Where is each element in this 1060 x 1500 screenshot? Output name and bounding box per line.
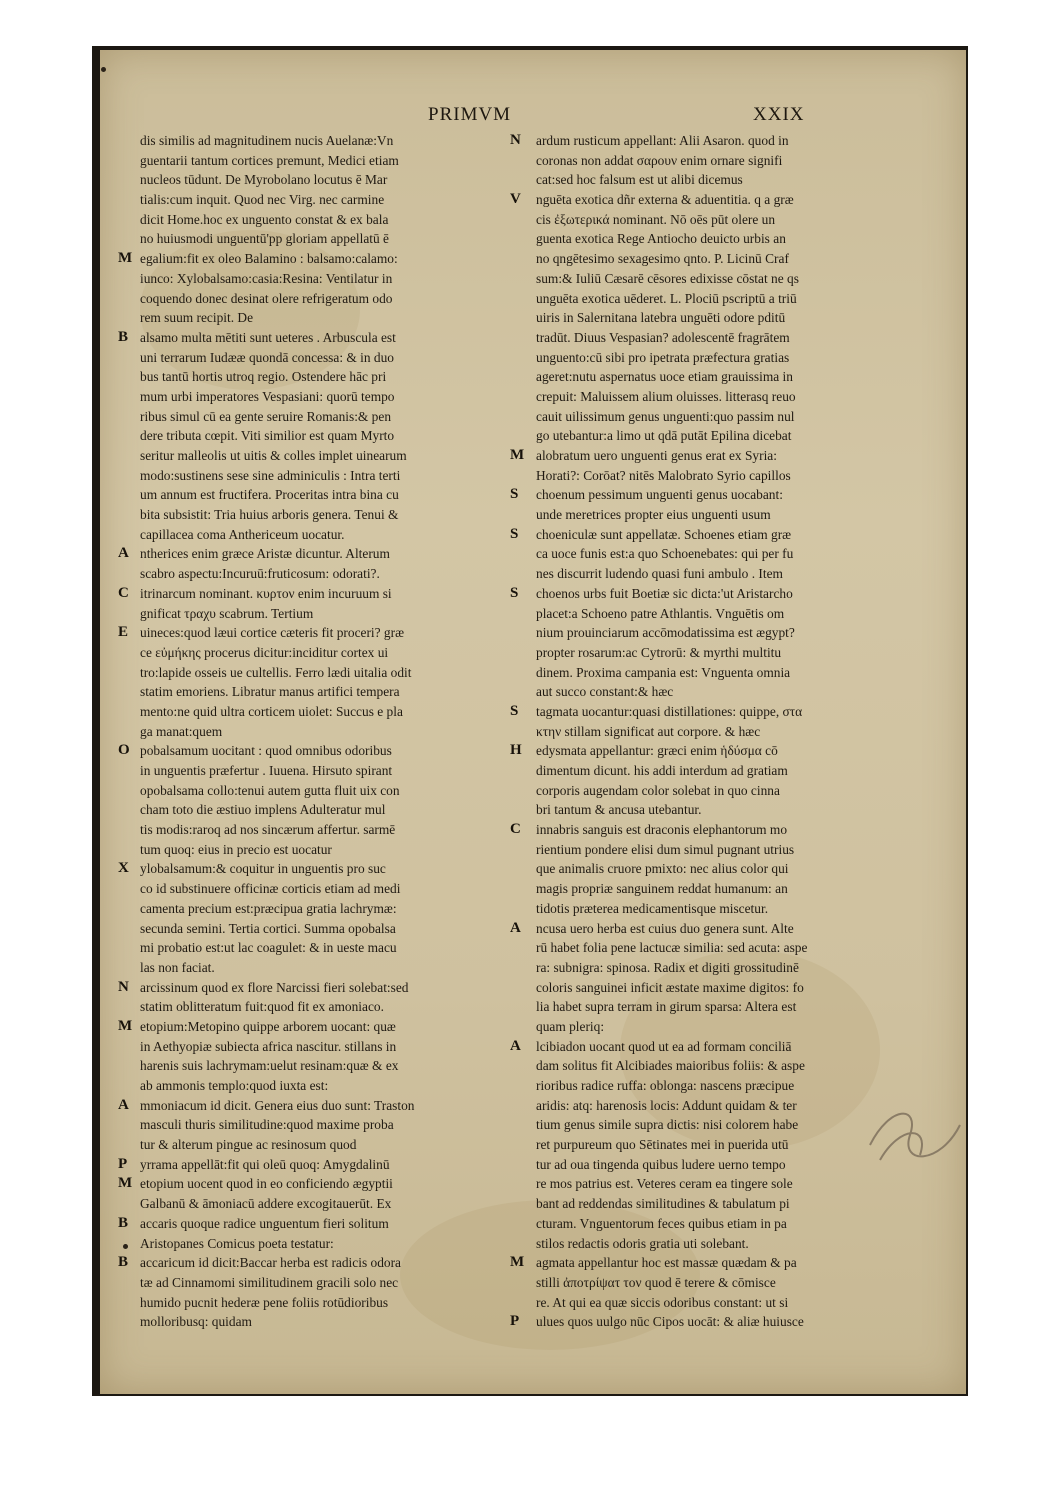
text-line xyxy=(140,820,500,840)
initial-letter: X xyxy=(118,860,129,877)
line-text: tagmata uocantur:quasi distillationes: quippe, στα xyxy=(536,703,803,719)
text-line xyxy=(140,1115,500,1135)
line-text: cauit uilissimum genus unguenti:quo passim nul xyxy=(536,408,795,424)
line-text: humido pucnit hederæ pene foliis rotūdioribus xyxy=(140,1294,389,1310)
text-line xyxy=(118,249,500,269)
text-line xyxy=(140,190,500,210)
line-text: bant ad reddendas similitudines & tabulatum pi xyxy=(536,1196,790,1212)
text-line xyxy=(118,1214,500,1234)
initial-letter: S xyxy=(510,525,519,542)
line-text: camenta precium est:præcipua gratia lachrymæ: xyxy=(140,900,397,916)
text-line xyxy=(536,269,896,289)
line-text: rū habet folia pene lactucæ similia: sed acuta: aspe xyxy=(536,940,808,956)
initial-letter: B xyxy=(118,1254,129,1271)
text-line xyxy=(118,584,500,604)
line-text: tium genus simile supra dictis: nisi colorem habe xyxy=(536,1117,799,1133)
initial-letter: V xyxy=(510,191,521,208)
text-line xyxy=(536,387,896,407)
text-line xyxy=(140,1056,500,1076)
text-line xyxy=(140,781,500,801)
text-line xyxy=(140,466,500,486)
text-line xyxy=(536,151,896,171)
text-line xyxy=(140,800,500,820)
line-text: magis propriæ sanguinem reddat humanum: an xyxy=(536,881,788,897)
right-column xyxy=(510,131,896,1332)
line-text: nium prouinciarum accōmodatissima est ægypt? xyxy=(536,625,795,641)
initial-letter: A xyxy=(118,1096,129,1113)
text-line xyxy=(140,308,500,328)
text-line xyxy=(140,564,500,584)
line-text: tialis:cum inquit. Quod nec Virg. nec carmine xyxy=(140,192,385,208)
line-text: gnificat τραχυ scabrum. Tertium xyxy=(140,605,314,621)
text-line xyxy=(118,1096,500,1116)
line-text: seritur malleolis ut uitis & colles implet uinearum xyxy=(140,448,407,463)
text-line xyxy=(140,663,500,683)
initial-letter: O xyxy=(118,742,130,759)
line-text: rioribus radice ruffa: oblonga: nascens præcipue xyxy=(536,1078,795,1093)
line-text: ce εὐμήκης procerus dicitur:inciditur cortex ui xyxy=(140,644,389,660)
text-line xyxy=(536,1234,896,1254)
text-line xyxy=(118,328,500,348)
text-line xyxy=(140,1312,500,1332)
line-text: cis ἐξωτερικά nominant. Nō oēs pūt olere un xyxy=(536,211,776,227)
line-text: rientium pondere elisi dum simul pugnant utrius xyxy=(536,841,795,857)
text-line xyxy=(536,978,896,998)
text-line xyxy=(140,1194,500,1214)
line-text: choeniculæ sunt appellatæ. Schoenes etiam græ xyxy=(536,526,792,542)
text-line xyxy=(118,859,500,879)
line-text: tum quoq: eius in precio est uocatur xyxy=(140,841,332,857)
text-line xyxy=(536,348,896,368)
line-text: ardum rusticum appellant: Alii Asaron. quod in xyxy=(536,133,789,148)
text-line xyxy=(140,348,500,368)
text-line xyxy=(140,407,500,427)
text-line xyxy=(536,682,896,702)
text-line xyxy=(140,1273,500,1293)
line-text: dimentum dicunt. his addi interdum ad gratiam xyxy=(536,763,788,778)
line-text: arcissinum quod ex flore Narcissi fieri solebat:sed xyxy=(140,979,409,995)
line-text: bus tantū hortis utroq regio. Ostendere hāc pri xyxy=(140,369,387,385)
line-text: harenis suis lachrymam:uelut resinam:quæ & ex xyxy=(140,1058,399,1074)
text-line xyxy=(536,1194,896,1214)
line-text: quam pleriq: xyxy=(536,1018,605,1034)
text-line xyxy=(536,1096,896,1116)
line-text: sum:& Iuliū Cæsarē cēsores edixisse cōstat ne qs xyxy=(536,270,799,286)
text-line xyxy=(140,1076,500,1096)
text-line xyxy=(536,544,896,564)
line-text: tur ad oua tingenda quibus ludere uerno tempo xyxy=(536,1156,786,1172)
line-text: secunda semini. Tertia cortici. Summa opobalsa xyxy=(140,920,396,936)
line-text: mento:ne quid ultra corticem uiolet: Succus e pla xyxy=(140,703,403,719)
text-line xyxy=(536,367,896,387)
initial-letter: E xyxy=(118,624,129,641)
initial-letter: P xyxy=(510,1313,520,1330)
text-line xyxy=(140,682,500,702)
line-text: ga manat:quem xyxy=(140,723,223,739)
text-line xyxy=(140,702,500,722)
initial-letter: M xyxy=(118,1017,133,1034)
line-text: mi probatio est:ut lac coagulet: & in ueste macu xyxy=(140,940,397,956)
line-text: pobalsamum uocitant : quod omnibus odoribus xyxy=(140,743,392,759)
line-text: bri tantum & ancusa utebantur. xyxy=(536,802,702,818)
line-text: cham toto die æstiuo implens Adulteratur mul xyxy=(140,802,386,818)
text-line xyxy=(140,446,500,466)
text-line xyxy=(536,800,896,820)
line-text: accaris quoque radice unguentum fieri solitum xyxy=(140,1215,389,1231)
line-text: coquendo donec desinat olere refrigeratum odo xyxy=(140,290,393,306)
text-line xyxy=(118,741,500,761)
line-text: dere tributa cœpit. Viti similior est quam Myrto xyxy=(140,428,395,444)
line-text: lia habet supra terram in girum sparsa: Altera est xyxy=(536,999,797,1015)
line-text: tæ ad Cinnamomi similitudinem gracili solo nec xyxy=(140,1274,399,1290)
text-line xyxy=(536,466,896,486)
text-line xyxy=(536,1017,896,1037)
text-line xyxy=(536,249,896,269)
line-text: dicit Home.hoc ex unguento constat & ex bala xyxy=(140,211,389,227)
text-line xyxy=(140,131,500,151)
initial-letter: S xyxy=(510,702,519,719)
line-text: ageret:nutu aspernatus uoce etiam grauissima in xyxy=(536,369,793,385)
text-line xyxy=(140,151,500,171)
initial-letter: N xyxy=(510,132,521,148)
line-text: molloribusq: quidam xyxy=(140,1314,252,1330)
text-line xyxy=(140,367,500,387)
line-text: bita subsistit: Tria huius arboris genera. Tenui & xyxy=(140,507,399,523)
initial-letter: M xyxy=(118,250,133,267)
line-text: cturam. Vnguentorum feces quibus etiam in pa xyxy=(536,1215,787,1231)
text-line xyxy=(140,170,500,190)
text-line xyxy=(536,899,896,919)
line-text: las non faciat. xyxy=(140,959,215,975)
text-line xyxy=(536,1293,896,1313)
line-text: etopium:Metopino quippe arborem uocant: quæ xyxy=(140,1018,396,1034)
line-text: statim emoriens. Libratur manus artifici tempera xyxy=(140,684,400,700)
initial-letter: B xyxy=(118,1214,129,1231)
text-line xyxy=(140,426,500,446)
text-line xyxy=(510,702,896,722)
text-line xyxy=(140,919,500,939)
text-line xyxy=(536,781,896,801)
text-line xyxy=(536,958,896,978)
text-line xyxy=(140,840,500,860)
text-line xyxy=(536,722,896,742)
text-line xyxy=(536,1115,896,1135)
text-line xyxy=(536,1155,896,1175)
line-text: uiris in Salernitana latebra unguēti odore pditū xyxy=(536,310,786,326)
line-text: iunco: Xylobalsamo:casia:Resina: Ventilatur in xyxy=(140,270,393,286)
line-text: go utebantur:a limo ut qdā putāt Epilina dicebat xyxy=(536,428,792,444)
text-line xyxy=(140,387,500,407)
line-text: choenos urbs fuit Boetiæ sic dicta:'ut Aristarcho xyxy=(536,585,793,601)
text-line xyxy=(510,584,896,604)
text-line xyxy=(536,604,896,624)
line-text: ntherices enim græce Aristæ dicuntur. Alterum xyxy=(140,546,390,562)
line-text: nguēta exotica dñr externa & aduentitia. q a græ xyxy=(536,192,794,208)
text-line xyxy=(510,820,896,840)
text-line xyxy=(510,741,896,761)
line-text: unguento:cū sibi pro ipetrata præfectura gratias xyxy=(536,349,790,365)
line-text: rem suum recipit. De xyxy=(140,310,254,326)
line-text: aut succo constant:& hæc xyxy=(536,684,674,700)
text-line xyxy=(140,269,500,289)
line-text: dinem. Proxima campania est: Vnguenta omnia xyxy=(536,664,791,680)
line-text: tro:lapide osseis ue cultellis. Ferro lædi uitalia odit xyxy=(140,664,412,680)
line-text: ca uoce funis est:a quo Schoenebates: qui per fu xyxy=(536,546,794,562)
line-text: capillacea coma Anthericeum uocatur. xyxy=(140,526,345,542)
line-text: guenta exotica Rege Antiocho deuicto urbis an xyxy=(536,231,786,247)
text-line xyxy=(140,938,500,958)
text-line xyxy=(140,899,500,919)
text-line xyxy=(536,308,896,328)
line-text: mmoniacum id dicit. Genera eius duo sunt: Traston xyxy=(140,1097,415,1113)
text-line xyxy=(536,1056,896,1076)
text-line xyxy=(536,210,896,230)
line-text: que animalis cruore pmixto: nec alius color qui xyxy=(536,861,789,877)
text-line xyxy=(510,446,896,466)
text-line xyxy=(536,289,896,309)
marginal-scribble-icon xyxy=(860,1065,970,1175)
line-text: propter rosarum:ac Cytrorū: & myrthi multitu xyxy=(536,644,782,660)
text-line xyxy=(536,840,896,860)
text-line xyxy=(536,938,896,958)
text-line xyxy=(536,407,896,427)
text-line xyxy=(536,997,896,1017)
line-text: Horati?: Corōat? nitēs Malobrato Syrio capillos xyxy=(536,467,791,483)
line-text: ulues quos uulgo nūc Cipos uocāt: & aliæ huiusce xyxy=(536,1314,804,1330)
text-line xyxy=(536,1174,896,1194)
line-text: etopium uocent quod in eo conficiendo ægyptii xyxy=(140,1176,393,1192)
line-text: uni terrarum Iudææ quondā concessa: & in duo xyxy=(140,349,394,365)
line-text: nes discurrit ludendo quasi funi ambulo . Item xyxy=(536,566,783,582)
line-text: alobratum uero unguenti genus erat ex Syria: xyxy=(536,448,777,463)
initial-letter: A xyxy=(118,545,129,562)
line-text: cat:sed hoc falsum est ut alibi dicemus xyxy=(536,172,743,188)
text-line xyxy=(118,544,500,564)
text-line xyxy=(140,879,500,899)
line-text: re. At qui ea quæ siccis odoribus constant: ut si xyxy=(536,1294,789,1310)
running-head: PRIMVM xyxy=(428,104,512,125)
ink-dot xyxy=(123,1244,128,1249)
text-line xyxy=(536,761,896,781)
text-line xyxy=(536,1273,896,1293)
text-line xyxy=(510,1253,896,1273)
line-text: placet:a Schoeno patre Athlantis. Vnguētis om xyxy=(536,605,785,621)
line-text: lcibiadon uocant quod ut ea ad formam conciliā xyxy=(536,1038,792,1054)
line-text: coloris sanguinei inficit æstate maxime digitos: fo xyxy=(536,979,804,995)
initial-letter: N xyxy=(118,978,129,995)
text-line xyxy=(118,1017,500,1037)
text-line xyxy=(510,1312,896,1332)
line-text: choenum pessimum unguenti genus uocabant: xyxy=(536,487,783,503)
line-text: coronas non addat σαρουν enim ornare signifi xyxy=(536,152,783,168)
line-text: stilli ἀποτρίψατ τον quod ē terere & cōmisce xyxy=(536,1274,776,1290)
initial-letter: H xyxy=(510,742,522,759)
line-text: re mos patrius est. Veteres ceram ea tingere sole xyxy=(536,1176,793,1192)
line-text: dis similis ad magnitudinem nucis Auelanæ:Vn xyxy=(140,133,394,148)
text-line xyxy=(536,170,896,190)
left-column xyxy=(118,131,500,1332)
text-line xyxy=(536,229,896,249)
text-line xyxy=(140,485,500,505)
initial-letter: S xyxy=(510,486,519,503)
text-line xyxy=(140,289,500,309)
text-line xyxy=(536,623,896,643)
line-text: nucleos tūdunt. De Myrobolano locutus ē Mar xyxy=(140,172,388,188)
text-line xyxy=(118,1174,500,1194)
line-text: statim oblitteratum fuit:quod fit ex amoniaco. xyxy=(140,999,384,1015)
text-line xyxy=(140,1135,500,1155)
line-text: ret purpureum quo Sētinates mei in puerida utū xyxy=(536,1137,789,1153)
text-line xyxy=(536,879,896,899)
line-text: no huiusmodi unguentū'pp gloriam appellatū ē xyxy=(140,231,389,247)
text-line xyxy=(140,643,500,663)
line-text: masculi thuris similitudine:quod maxime proba xyxy=(140,1117,394,1133)
text-line xyxy=(536,328,896,348)
line-text: ylobalsamum:& coquitur in unguentis pro suc xyxy=(140,861,386,877)
line-text: egalium:fit ex oleo Balamino : balsamo:calamo: xyxy=(140,251,398,267)
text-line xyxy=(510,1037,896,1057)
line-text: tis modis:raroq ad nos sincærum affertur. sarmē xyxy=(140,822,396,838)
line-text: ribus simul cū ea gente seruire Romanis:& pen xyxy=(140,408,392,424)
line-text: um annum est fructifera. Proceritas intra bina cu xyxy=(140,487,399,503)
initial-letter: C xyxy=(118,584,129,601)
line-text: in Aethyopiæ subiecta africa nascitur. stillans in xyxy=(140,1038,397,1054)
line-text: co id substinuere officinæ corticis etiam ad medi xyxy=(140,881,401,897)
text-line xyxy=(118,1155,500,1175)
line-text: dam solitus fit Alcibiades maioribus foliis: & aspe xyxy=(536,1058,805,1074)
line-text: agmata appellantur hoc est massæ quædam & pa xyxy=(536,1255,797,1271)
line-text: scabro aspectu:Incuruū:fruticosum: odorati?. xyxy=(140,566,380,582)
text-line xyxy=(140,1037,500,1057)
initial-letter: A xyxy=(510,1037,521,1054)
line-text: tur & alterum pingue ac resinosum quod xyxy=(140,1137,357,1153)
line-text: aridis: atq: harenosis locis: Addunt quidam & ter xyxy=(536,1097,797,1113)
line-text: innabris sanguis est draconis elephantorum mo xyxy=(536,822,788,838)
text-line xyxy=(510,131,896,151)
text-line xyxy=(140,997,500,1017)
line-text: unguēta exotica uēderet. L. Plociū pscriptū a triū xyxy=(536,290,797,306)
text-line xyxy=(510,919,896,939)
text-line xyxy=(140,761,500,781)
text-line xyxy=(536,663,896,683)
line-text: opobalsama collo:tenui autem gutta fluit uix con xyxy=(140,782,400,798)
line-text: tradūt. Diuus Vespasian? adolescentē fragrātem xyxy=(536,329,790,345)
text-line xyxy=(536,859,896,879)
line-text: corporis augendam color solebat in quo cinna xyxy=(536,782,780,798)
line-text: unde meretrices propter eius unguenti usum xyxy=(536,507,771,523)
text-line xyxy=(140,525,500,545)
line-text: accaricum id dicit:Baccar herba est radicis odora xyxy=(140,1255,401,1271)
text-line xyxy=(140,229,500,249)
initial-letter: M xyxy=(510,1254,525,1271)
line-text: Galbanū & āmoniacū addere excogitauerūt. Ex xyxy=(140,1196,392,1212)
initial-letter: P xyxy=(118,1155,128,1172)
text-line xyxy=(140,604,500,624)
line-text: stilos redactis odoris gratia uti solebant. xyxy=(536,1235,749,1251)
line-text: ab ammonis templo:quod iuxta est: xyxy=(140,1078,329,1093)
line-text: uineces:quod læui cortice cæteris fit proceri? græ xyxy=(140,625,405,641)
line-text: alsamo multa mētiti sunt ueteres . Arbuscula est xyxy=(140,329,396,345)
line-text: tidotis præterea medicamentisque miscetur. xyxy=(536,900,769,916)
text-line xyxy=(510,485,896,505)
text-line xyxy=(536,426,896,446)
initial-letter: M xyxy=(510,447,525,463)
text-line xyxy=(536,1076,896,1096)
line-text: Aristopanes Comicus poeta testatur: xyxy=(140,1235,334,1251)
line-text: crepuit: Maluissem alium oluisses. litterasq reuo xyxy=(536,388,796,404)
text-line xyxy=(118,978,500,998)
text-line xyxy=(140,1293,500,1313)
initial-letter: A xyxy=(510,919,521,936)
text-line xyxy=(140,958,500,978)
text-line xyxy=(140,210,500,230)
text-line xyxy=(140,1234,500,1254)
line-text: ncusa uero herba est cuius duo genera sunt. Alte xyxy=(536,920,794,936)
text-line xyxy=(510,190,896,210)
line-text: mum urbi imperatores Vespasiani: quorū tempo xyxy=(140,388,395,404)
line-text: modo:sustinens sese sine adminiculis : Intra terti xyxy=(140,467,401,483)
text-line xyxy=(510,525,896,545)
initial-letter: C xyxy=(510,821,521,838)
initial-letter: S xyxy=(510,584,519,601)
initial-letter: M xyxy=(118,1175,133,1192)
text-line xyxy=(140,722,500,742)
line-text: edysmata appellantur: græci enim ἡδύσμα cō xyxy=(536,743,778,759)
line-text: guentarii tantum cortices premunt, Medici etiam xyxy=(140,152,399,168)
line-text: ra: subnigra: spinosa. Radix et digiti grossitudinē xyxy=(536,959,799,975)
line-text: in unguentis præfertur . Iuuena. Hirsuto spirant xyxy=(140,763,393,778)
folio-number: XXIX xyxy=(753,104,805,125)
line-text: yrrama appellāt:fit qui oleū quoq: Amygdalinū xyxy=(140,1156,390,1172)
text-line xyxy=(536,643,896,663)
line-text: itrinarcum nominant. κυρτον enim incuruum si xyxy=(140,585,392,601)
text-line xyxy=(536,1135,896,1155)
ink-dot xyxy=(101,67,106,72)
text-line xyxy=(140,505,500,525)
line-text: no qngētesimo sexagesimo qnto. P. Licinū Craf xyxy=(536,251,789,267)
line-text: κτην stillam significat aut corpore. & hæc xyxy=(536,723,761,739)
text-line xyxy=(118,1253,500,1273)
text-line xyxy=(536,564,896,584)
initial-letter: B xyxy=(118,328,129,345)
text-line xyxy=(118,623,500,643)
text-line xyxy=(536,1214,896,1234)
text-line xyxy=(536,505,896,525)
